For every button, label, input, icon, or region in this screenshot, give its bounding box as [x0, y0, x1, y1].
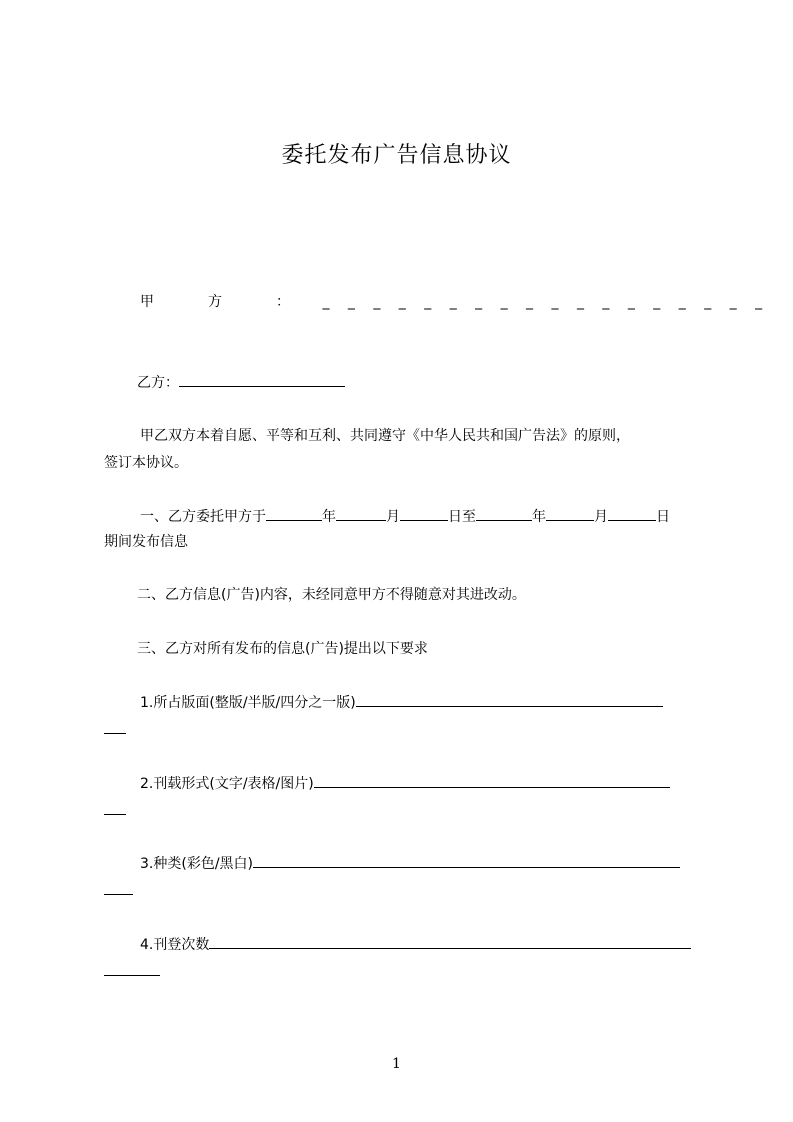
- end-month-label: 月: [594, 509, 608, 525]
- requirement-4-blank: [209, 934, 691, 949]
- document-title: 委托发布广告信息协议: [281, 143, 512, 168]
- clause-1-prefix: 一、乙方委托甲方于: [140, 509, 266, 525]
- party-a-blank: _ _ _ _ _ _ _ _ _ _ _ _ _ _ _ _ _ _: [322, 294, 770, 310]
- preamble-line-2: 签订本协议。: [104, 455, 188, 471]
- requirement-2-line: [140, 773, 670, 794]
- clause-3: 三、乙方对所有发布的信息(广告)提出以下要求: [137, 641, 428, 657]
- requirement-4-line: [140, 934, 691, 955]
- requirement-1-blank: [356, 692, 663, 707]
- party-a-label: 甲 方 ：: [140, 294, 310, 310]
- requirement-2-label: 2.刊载形式(文字/表格/图片): [140, 776, 314, 792]
- party-a-line: [140, 292, 769, 312]
- requirement-3-continuation: [104, 880, 133, 901]
- requirement-2-blank-continuation: [104, 800, 126, 815]
- start-month-label: 月: [386, 509, 400, 525]
- end-month-blank: [546, 506, 594, 521]
- start-year-blank: [266, 506, 322, 521]
- requirement-1-line: [140, 692, 663, 713]
- requirement-3-label: 3.种类(彩色/黑白): [140, 856, 253, 872]
- start-month-blank: [336, 506, 386, 521]
- requirement-1-continuation: [104, 719, 126, 740]
- party-b-label: 乙方：: [137, 375, 179, 391]
- requirement-2-blank: [314, 773, 670, 788]
- start-year-label: 年: [322, 509, 336, 525]
- requirement-3-blank: [253, 853, 680, 868]
- clause-1-line-1: [140, 506, 670, 527]
- party-b-line: [137, 372, 345, 393]
- start-day-blank: [400, 506, 448, 521]
- requirement-1-label: 1.所占版面(整版/半版/四分之一版): [140, 695, 356, 711]
- requirement-4-blank-continuation: [104, 961, 160, 976]
- page-number: 1: [392, 1056, 401, 1072]
- end-day-blank: [608, 506, 656, 521]
- requirement-4-label: 4.刊登次数: [140, 937, 210, 953]
- end-day-label: 日: [656, 509, 670, 525]
- requirement-1-blank-continuation: [104, 719, 126, 734]
- party-b-blank: [179, 372, 345, 387]
- clause-1-line-2: 期间发布信息: [104, 534, 188, 550]
- requirement-3-line: [140, 853, 680, 874]
- requirement-4-continuation: [104, 961, 160, 982]
- requirement-3-blank-continuation: [104, 880, 133, 895]
- end-year-label: 年: [532, 509, 546, 525]
- end-year-blank: [476, 506, 532, 521]
- requirement-2-continuation: [104, 800, 126, 821]
- start-day-label: 日至: [448, 509, 476, 525]
- clause-2: 二、乙方信息(广告)内容，未经同意甲方不得随意对其进改动。: [137, 587, 526, 603]
- preamble-line-1: 甲乙双方本着自愿、平等和互利、共同遵守《中华人民共和国广告法》的原则，: [140, 428, 630, 444]
